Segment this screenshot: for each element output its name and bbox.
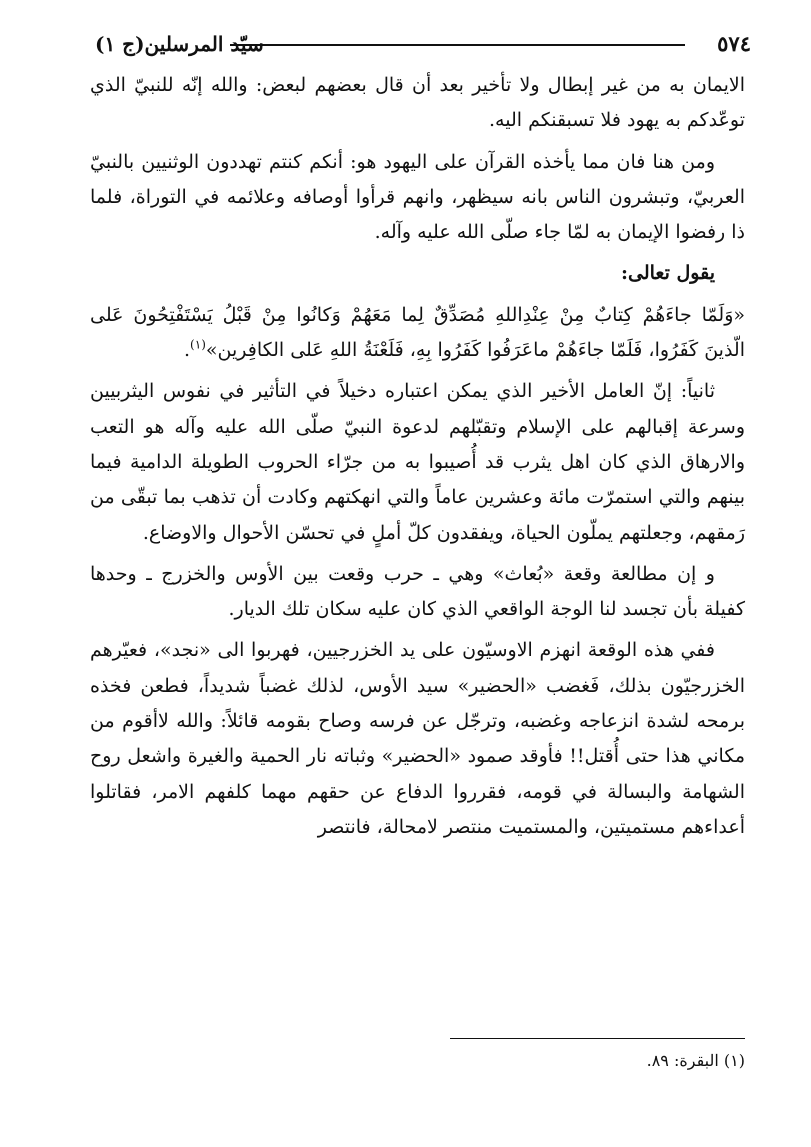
- page-header: [95, 28, 751, 62]
- paragraph: ففي هذه الوقعة انهزم الاوسيّون على يد الخزرجيين، فهربوا الى «نجد»، فعيّرهم الخزرجيّون بذلك، فَغضب «الحضير» سيد الأوس، لذلك غضباً شديداً، فطعن فخذه برمحه لشدة انزعاجه وغضبه، وترجّل عن فرسه وصاح بقومه قائلاً: والله لاأقوم من مكاني هذا حتى أُقتل!! فأوقد صمود «الحضير» وثباته نار الحمية والغيرة واشعل روح الشهامة والبسالة في قومه، فقرروا الدفاع عن حقهم مهما كلفهم الامر، فقاتلوا أعداءهم مستميتين، والمستميت منتصر لامحالة، فانتصر: [90, 639, 745, 838]
- verse-intro: يقول تعالى:: [620, 262, 715, 285]
- verse-end: .: [184, 339, 191, 362]
- paragraph: ثانياً: إنّ العامل الأخير الذي يمكن اعتباره دخيلاً في التأثير في نفوس اليثربيين وسرعة إقبالهم على الإسلام وتقبّلهم لدعوة النبيّ صلّى الله عليه وآله هو التعب والارهاق الذي كان اهل يثرب قد أُصيبوا به من جرّاء الحروب الطويلة الدامية فيما بينهم والتي استمرّت مائة وعشرين عاماً والتي انهكتهم وكادت أن تذهب بما تبقّى من رَمقهم، وجعلتهم يملّون الحياة، ويفقدون كلّ أملٍ في تحسّن الأحوال والاوضاع.: [90, 380, 745, 544]
- verse-text: «وَلَمّا جاءَهُمْ كِتابٌ مِنْ عِنْدِاللهِ مُصَدِّقٌ لِما مَعَهُمْ وَكانُوا مِنْ قَبْلُ يَسْتَفْتِحُونَ عَلى الّذينَ كَفَرُوا، فَلَمّا جاءَهُمْ ماعَرَفُوا كَفَرُوا بِهِ، فَلَعْنَةُ اللهِ عَلى الكافِرين»: [90, 303, 745, 362]
- footnote-rule: [450, 1038, 745, 1039]
- footnote-marker: (١): [190, 337, 206, 352]
- running-title: سيّد المرسلين(ج ١): [95, 32, 264, 56]
- paragraph: ومن هنا فان مما يأخذه القرآن على اليهود هو: أنكم كنتم تهددون الوثنيين بالنبيّ العربيّ، وتبشرون الناس بانه سيظهر، وانهم قرأوا أوصافه وعلائمه في التوراة، فلما ذا رفضوا الإيمان به لمّا جاء صلّى الله عليه وآله.: [90, 150, 745, 244]
- footnote: (١) البقرة: ٨٩.: [646, 1051, 745, 1070]
- paragraph: و إن مطالعة وقعة «بُعاث» وهي ـ حرب وقعت بين الأوس والخزرج ـ وحدها كفيلة بأن تجسد لنا الوجة الواقعي الذي كان عليه سكان تلك الديار.: [90, 562, 745, 621]
- quran-verse: [90, 298, 745, 369]
- body-text: [90, 68, 745, 851]
- page-number: ٥٧٤: [717, 31, 751, 56]
- header-rule: [230, 44, 685, 46]
- paragraph: الايمان به من غير إبطال ولا تأخير بعد أن قال بعضهم لبعض: والله إنّه للنبيّ الذي توعّدكم به يهود فلا تسبقنكم اليه.: [90, 74, 745, 132]
